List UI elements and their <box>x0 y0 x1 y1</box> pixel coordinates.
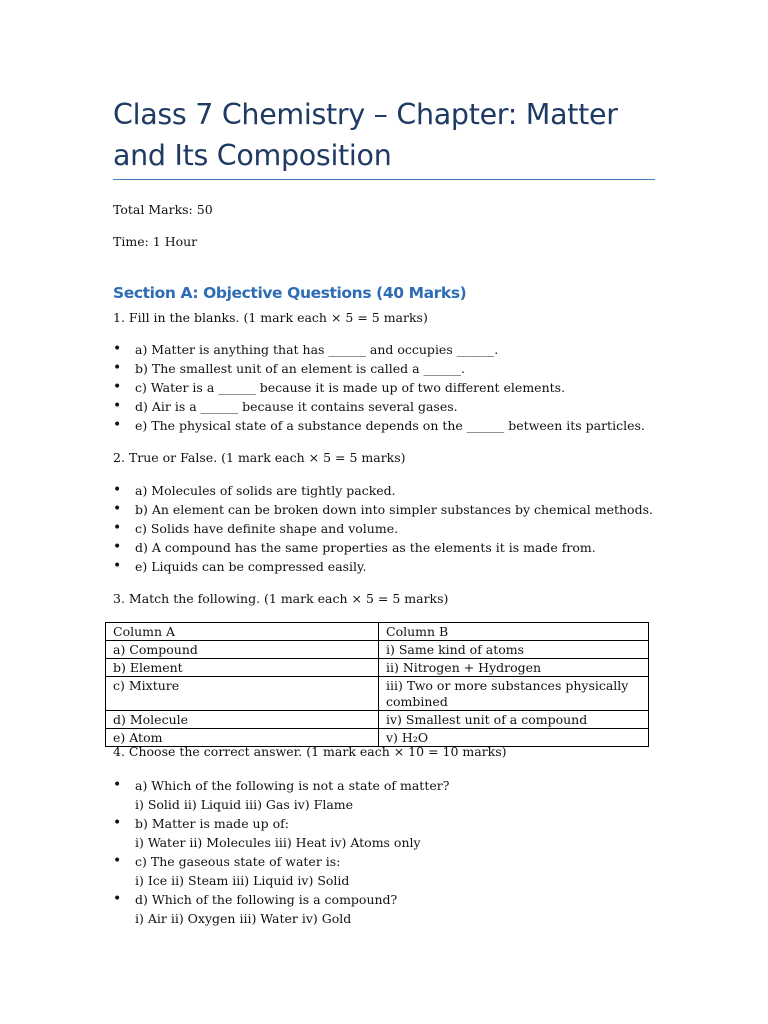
mcq-question: d) Which of the following is a compound? <box>135 892 398 907</box>
bullet-icon: • <box>113 815 122 831</box>
time-limit: Time: 1 Hour <box>113 234 198 249</box>
column-b-header: Column B <box>379 623 649 641</box>
table-cell: b) Element <box>106 659 379 677</box>
bullet-icon: • <box>113 520 122 536</box>
question-2-list <box>113 481 673 576</box>
table-cell: c) Mixture <box>106 677 379 711</box>
page-title: Class 7 Chemistry – Chapter: Matter and Its Composition <box>113 98 618 172</box>
column-a-header: Column A <box>106 623 379 641</box>
table-row <box>106 711 649 729</box>
list-item: • a) Molecules of solids are tightly packed. <box>113 482 396 498</box>
table-cell: i) Same kind of atoms <box>379 641 649 659</box>
question-4-list <box>113 776 673 928</box>
bullet-icon: • <box>113 360 122 376</box>
question-1-list <box>113 340 673 435</box>
mcq-options: i) Air ii) Oxygen iii) Water iv) Gold <box>135 911 352 926</box>
table-cell: d) Molecule <box>106 711 379 729</box>
mcq-question: c) The gaseous state of water is: <box>135 854 341 869</box>
list-item: • e) The physical state of a substance depends on the ______ between its particles. <box>113 417 645 433</box>
table-row <box>106 677 649 711</box>
title-underline <box>113 179 655 180</box>
mcq-options: i) Ice ii) Steam iii) Liquid iv) Solid <box>135 873 350 888</box>
bullet-icon: • <box>113 539 122 555</box>
question-2-prompt: 2. True or False. (1 mark each × 5 = 5 marks) <box>113 450 406 465</box>
bullet-icon: • <box>113 398 122 414</box>
question-1-prompt: 1. Fill in the blanks. (1 mark each × 5 = 5 marks) <box>113 310 428 325</box>
list-item: • b) An element can be broken down into simpler substances by chemical methods. <box>113 501 653 517</box>
match-table <box>105 622 649 747</box>
list-item <box>113 776 673 814</box>
table-cell: a) Compound <box>106 641 379 659</box>
list-item: • d) A compound has the same properties as the elements it is made from. <box>113 539 596 555</box>
list-item <box>113 890 673 928</box>
list-item: • a) Matter is anything that has ______ and occupies ______. <box>113 341 499 357</box>
table-row <box>106 641 649 659</box>
table-header-row <box>106 623 649 641</box>
bullet-icon: • <box>113 853 122 869</box>
list-item: • d) Air is a ______ because it contains several gases. <box>113 398 458 414</box>
list-item <box>113 814 673 852</box>
list-item: • c) Solids have definite shape and volume. <box>113 520 399 536</box>
table-cell: v) H₂O <box>379 729 649 747</box>
bullet-icon: • <box>113 341 122 357</box>
mcq-options: i) Solid ii) Liquid iii) Gas iv) Flame <box>135 797 354 812</box>
table-cell: e) Atom <box>106 729 379 747</box>
total-marks: Total Marks: 50 <box>113 202 213 217</box>
bullet-icon: • <box>113 501 122 517</box>
list-item: • e) Liquids can be compressed easily. <box>113 558 367 574</box>
bullet-icon: • <box>113 379 122 395</box>
bullet-icon: • <box>113 558 122 574</box>
list-item <box>113 852 673 890</box>
bullet-icon: • <box>113 777 122 793</box>
table-cell: iv) Smallest unit of a compound <box>379 711 649 729</box>
table-cell: ii) Nitrogen + Hydrogen <box>379 659 649 677</box>
bullet-icon: • <box>113 417 122 433</box>
mcq-options: i) Water ii) Molecules iii) Heat iv) Atoms only <box>135 835 421 850</box>
list-item: • b) The smallest unit of an element is called a ______. <box>113 360 466 376</box>
list-item: • c) Water is a ______ because it is made up of two different elements. <box>113 379 566 395</box>
table-cell: iii) Two or more substances physically combined <box>379 677 649 711</box>
question-3-prompt: 3. Match the following. (1 mark each × 5 = 5 marks) <box>113 591 449 606</box>
mcq-question: b) Matter is made up of: <box>135 816 289 831</box>
section-a-heading: Section A: Objective Questions (40 Marks) <box>113 284 467 302</box>
bullet-icon: • <box>113 482 122 498</box>
table-row <box>106 659 649 677</box>
question-4-prompt: 4. Choose the correct answer. (1 mark each × 10 = 10 marks) <box>113 744 507 759</box>
mcq-question: a) Which of the following is not a state of matter? <box>135 778 450 793</box>
bullet-icon: • <box>113 891 122 907</box>
